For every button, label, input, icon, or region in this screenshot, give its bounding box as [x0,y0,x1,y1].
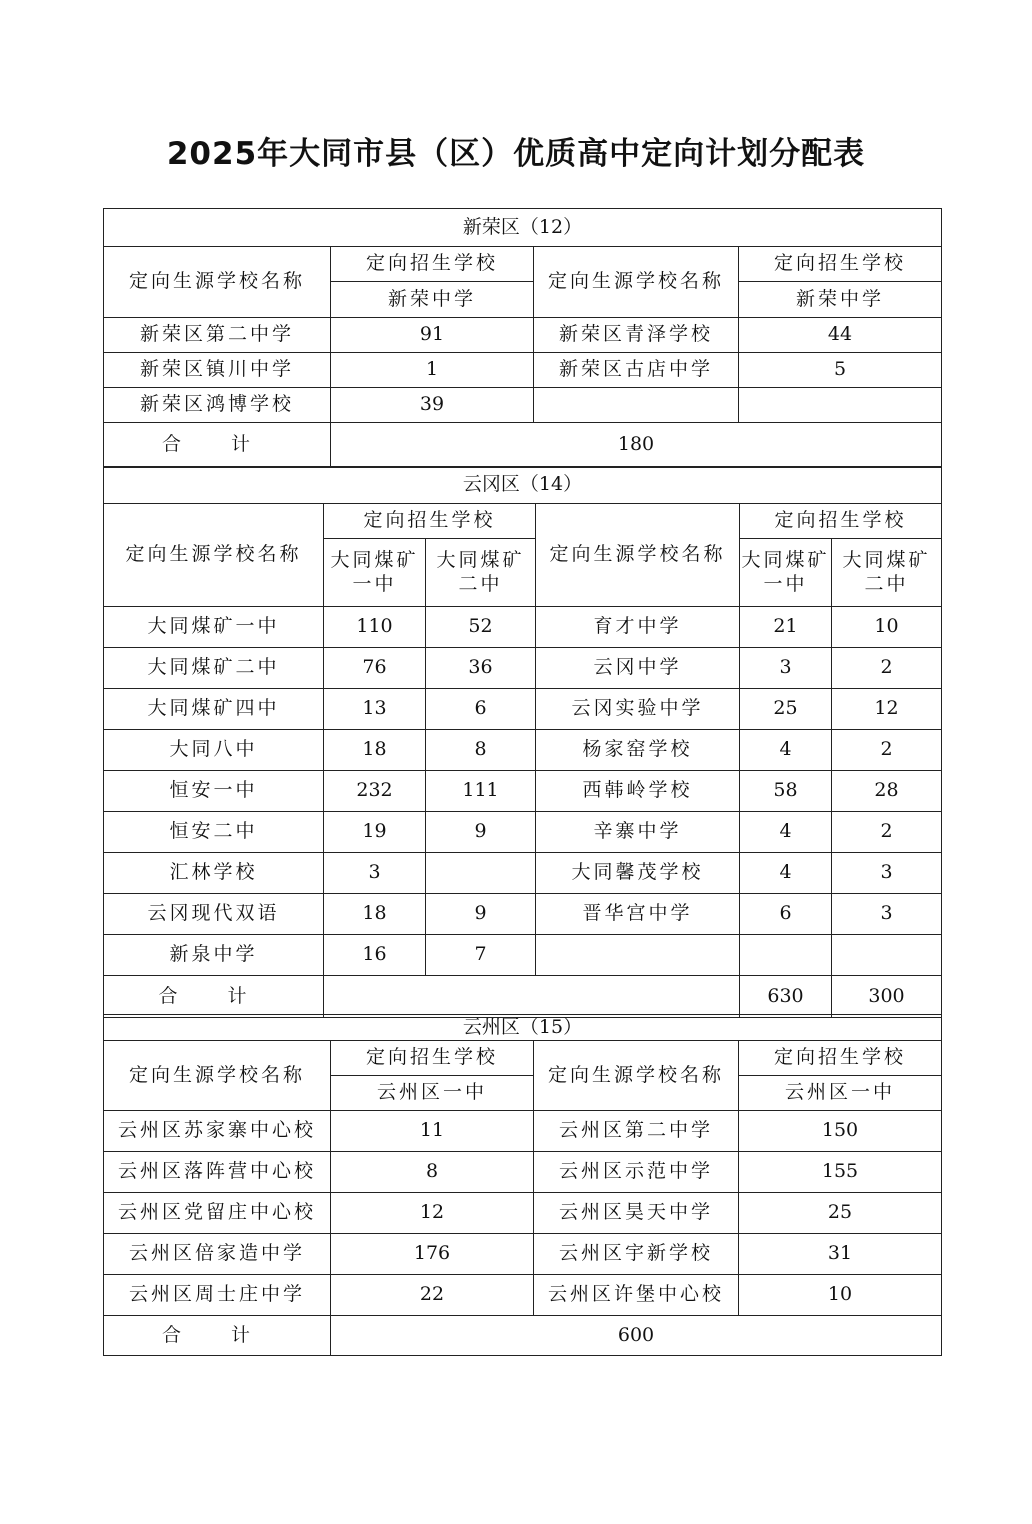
source-school: 恒安二中 [104,812,324,853]
total-value-2: 300 [832,976,942,1018]
source-school: 恒安一中 [104,771,324,812]
source-school: 汇林学校 [104,853,324,894]
quota-value: 52 [426,607,536,648]
quota-value: 16 [324,935,426,976]
quota-value: 1 [331,353,534,388]
section-title-yungang: 云冈区（14） [104,467,942,504]
source-school: 云州区许堡中心校 [534,1275,739,1316]
total-row [104,976,942,1018]
total-row [104,423,942,468]
table-row [104,894,942,935]
quota-value: 25 [739,1193,942,1234]
target-school-left: 新荣中学 [331,282,534,318]
header-target-left: 定向招生学校 [331,247,534,282]
total-value: 600 [331,1316,942,1356]
table-row [104,730,942,771]
quota-value: 7 [426,935,536,976]
quota-value: 3 [740,648,832,689]
table-yungang [103,466,942,1018]
header-source-right: 定向生源学校名称 [534,1041,739,1111]
target-school-1-left: 大同煤矿一中 [324,539,426,607]
source-school: 大同煤矿一中 [104,607,324,648]
table-row [104,353,942,388]
quota-value: 31 [739,1234,942,1275]
quota-value: 4 [740,853,832,894]
quota-value: 8 [331,1152,534,1193]
header-target-right: 定向招生学校 [739,1041,942,1076]
table-row [104,853,942,894]
quota-value: 3 [832,853,942,894]
table-row [104,648,942,689]
quota-value: 10 [739,1275,942,1316]
quota-value: 111 [426,771,536,812]
quota-value: 12 [832,689,942,730]
quota-value: 58 [740,771,832,812]
quota-value: 11 [331,1111,534,1152]
source-school: 云州区党留庄中心校 [104,1193,331,1234]
header-source-right: 定向生源学校名称 [536,504,740,607]
quota-value: 9 [426,894,536,935]
table-row [104,689,942,730]
quota-value: 44 [739,318,942,353]
source-school: 杨家窑学校 [536,730,740,771]
source-school: 新荣区青泽学校 [534,318,739,353]
header-target-right: 定向招生学校 [740,504,942,539]
quota-value: 18 [324,730,426,771]
quota-value: 110 [324,607,426,648]
total-label: 合 计 [104,976,324,1018]
total-value: 180 [331,423,942,468]
quota-value: 5 [739,353,942,388]
target-school-left: 云州区一中 [331,1076,534,1111]
source-school: 大同馨茂学校 [536,853,740,894]
source-school: 新荣区第二中学 [104,318,331,353]
table-row [104,1234,942,1275]
quota-value: 21 [740,607,832,648]
source-school: 大同八中 [104,730,324,771]
target-school-2-right: 大同煤矿二中 [832,539,942,607]
source-school: 云州区第二中学 [534,1111,739,1152]
quota-value [740,935,832,976]
source-school: 新荣区鸿博学校 [104,388,331,423]
quota-value: 155 [739,1152,942,1193]
table-row [104,1193,942,1234]
quota-value: 4 [740,812,832,853]
header-target-right: 定向招生学校 [739,247,942,282]
page-title: 2025年大同市县（区）优质高中定向计划分配表 [166,136,866,172]
total-empty [324,976,740,1018]
section-title-yunzhou: 云州区（15） [104,1015,942,1041]
table-row [104,607,942,648]
source-school: 云州区苏家寨中心校 [104,1111,331,1152]
quota-value: 3 [832,894,942,935]
section-title-xinrong: 新荣区（12） [104,209,942,247]
quota-value: 12 [331,1193,534,1234]
header-source-right: 定向生源学校名称 [534,247,739,318]
total-label: 合 计 [104,1316,331,1356]
source-school: 新泉中学 [104,935,324,976]
source-school: 云州区落阵营中心校 [104,1152,331,1193]
target-school-right: 云州区一中 [739,1076,942,1111]
source-school: 辛寨中学 [536,812,740,853]
total-row [104,1316,942,1356]
source-school: 云州区昊天中学 [534,1193,739,1234]
source-school: 育才中学 [536,607,740,648]
quota-value: 28 [832,771,942,812]
quota-value: 6 [740,894,832,935]
quota-value: 8 [426,730,536,771]
quota-value: 25 [740,689,832,730]
table-yunzhou [103,1014,942,1356]
source-school: 新荣区镇川中学 [104,353,331,388]
quota-value: 3 [324,853,426,894]
header-source-left: 定向生源学校名称 [104,504,324,607]
quota-value [832,935,942,976]
header-target-left: 定向招生学校 [324,504,536,539]
target-school-2-left: 大同煤矿二中 [426,539,536,607]
table-row [104,1152,942,1193]
target-school-right: 新荣中学 [739,282,942,318]
quota-value: 176 [331,1234,534,1275]
quota-value: 6 [426,689,536,730]
quota-value: 2 [832,648,942,689]
quota-value: 22 [331,1275,534,1316]
table-row [104,812,942,853]
table-row [104,771,942,812]
table-row [104,318,942,353]
quota-value: 36 [426,648,536,689]
quota-value: 2 [832,730,942,771]
source-school: 云州区倍家造中学 [104,1234,331,1275]
quota-value: 10 [832,607,942,648]
quota-value: 13 [324,689,426,730]
source-school: 晋华宫中学 [536,894,740,935]
quota-value: 2 [832,812,942,853]
source-school: 云州区周士庄中学 [104,1275,331,1316]
source-school: 云冈实验中学 [536,689,740,730]
source-school: 大同煤矿四中 [104,689,324,730]
header-source-left: 定向生源学校名称 [104,247,331,318]
quota-value [739,388,942,423]
source-school: 云冈现代双语 [104,894,324,935]
quota-value: 232 [324,771,426,812]
quota-value: 19 [324,812,426,853]
quota-value: 150 [739,1111,942,1152]
quota-value: 18 [324,894,426,935]
target-school-1-right: 大同煤矿一中 [740,539,832,607]
source-school: 云州区宇新学校 [534,1234,739,1275]
total-label: 合 计 [104,423,331,468]
source-school [536,935,740,976]
table-row [104,935,942,976]
header-target-left: 定向招生学校 [331,1041,534,1076]
header-source-left: 定向生源学校名称 [104,1041,331,1111]
table-xinrong [103,208,942,468]
quota-value: 91 [331,318,534,353]
total-value-1: 630 [740,976,832,1018]
source-school [534,388,739,423]
source-school: 大同煤矿二中 [104,648,324,689]
source-school: 西韩岭学校 [536,771,740,812]
quota-value [426,853,536,894]
table-row [104,1275,942,1316]
quota-value: 39 [331,388,534,423]
quota-value: 9 [426,812,536,853]
source-school: 云冈中学 [536,648,740,689]
quota-value: 76 [324,648,426,689]
quota-value: 4 [740,730,832,771]
source-school: 新荣区古店中学 [534,353,739,388]
table-row [104,388,942,423]
table-row [104,1111,942,1152]
source-school: 云州区示范中学 [534,1152,739,1193]
